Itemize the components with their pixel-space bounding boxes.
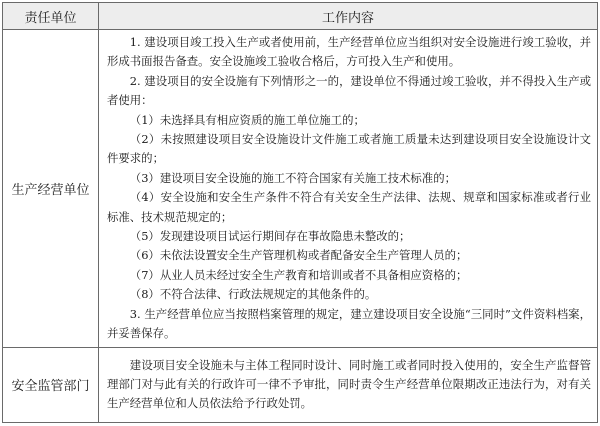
content-cell bbox=[99, 347, 598, 423]
paragraph: 1. 建设项目竣工投入生产或者使用前，生产经营单位应当组织对安全设施进行竣工验收，并形成书面报告备查。安全设施竣工验收合格后，方可投入生产和使用。 bbox=[107, 35, 591, 69]
header-work-content: 工作内容 bbox=[99, 3, 598, 30]
list-item: （7）从业人员未经过安全生产教育和培训或者不具备相应资格的； bbox=[129, 267, 468, 282]
table-row bbox=[3, 347, 598, 423]
role-cell: 生产经营单位 bbox=[3, 30, 99, 348]
list-item: （2）未按照建设项目安全设施设计文件施工或者施工质量未达到建设项目安全设施设计文件要求的； bbox=[107, 132, 591, 166]
paragraph: 3. 生产经营单位应当按照档案管理的规定，建立建设项目安全设施“三同时”文件资料档案，并妥善保存。 bbox=[107, 306, 591, 341]
list-item: （1）未选择具有相应资质的施工单位施工的； bbox=[129, 112, 365, 127]
content-cell bbox=[99, 30, 598, 348]
role-cell: 安全监管部门 bbox=[3, 347, 99, 423]
list-item: （8）不符合法律、行政法规规定的其他条件的。 bbox=[129, 287, 377, 302]
paragraph: 建设项目安全设施未与主体工程同时设计、同时施工或者同时投入使用的，安全生产监督管理部门对与此有关的行政许可一律不予审批，同时责令生产经营单位限期改正违法行为，对有关生产经营单位和人员依法给予行政处罚。 bbox=[107, 357, 591, 411]
header-responsible-unit: 责任单位 bbox=[3, 3, 99, 30]
list-item: （6）未依法设置安全生产管理机构或者配备安全生产管理人员的； bbox=[129, 248, 468, 263]
list-item: （4）安全设施和安全生产条件不符合有关安全生产法律、法规、规章和国家标准或者行业标准、技术规范规定的； bbox=[107, 190, 591, 224]
paragraph: 2. 建设项目的安全设施有下列情形之一的，建设单位不得通过竣工验收，并不得投入生产或者使用： bbox=[107, 73, 591, 108]
table-header-row bbox=[3, 3, 598, 30]
table-row bbox=[3, 30, 598, 348]
list-item: （5）发现建设项目试运行期间存在事故隐患未整改的； bbox=[129, 229, 411, 244]
list-item: （3）建设项目安全设施的施工不符合国家有关施工技术标准的； bbox=[129, 170, 456, 185]
responsibility-table bbox=[2, 2, 598, 423]
